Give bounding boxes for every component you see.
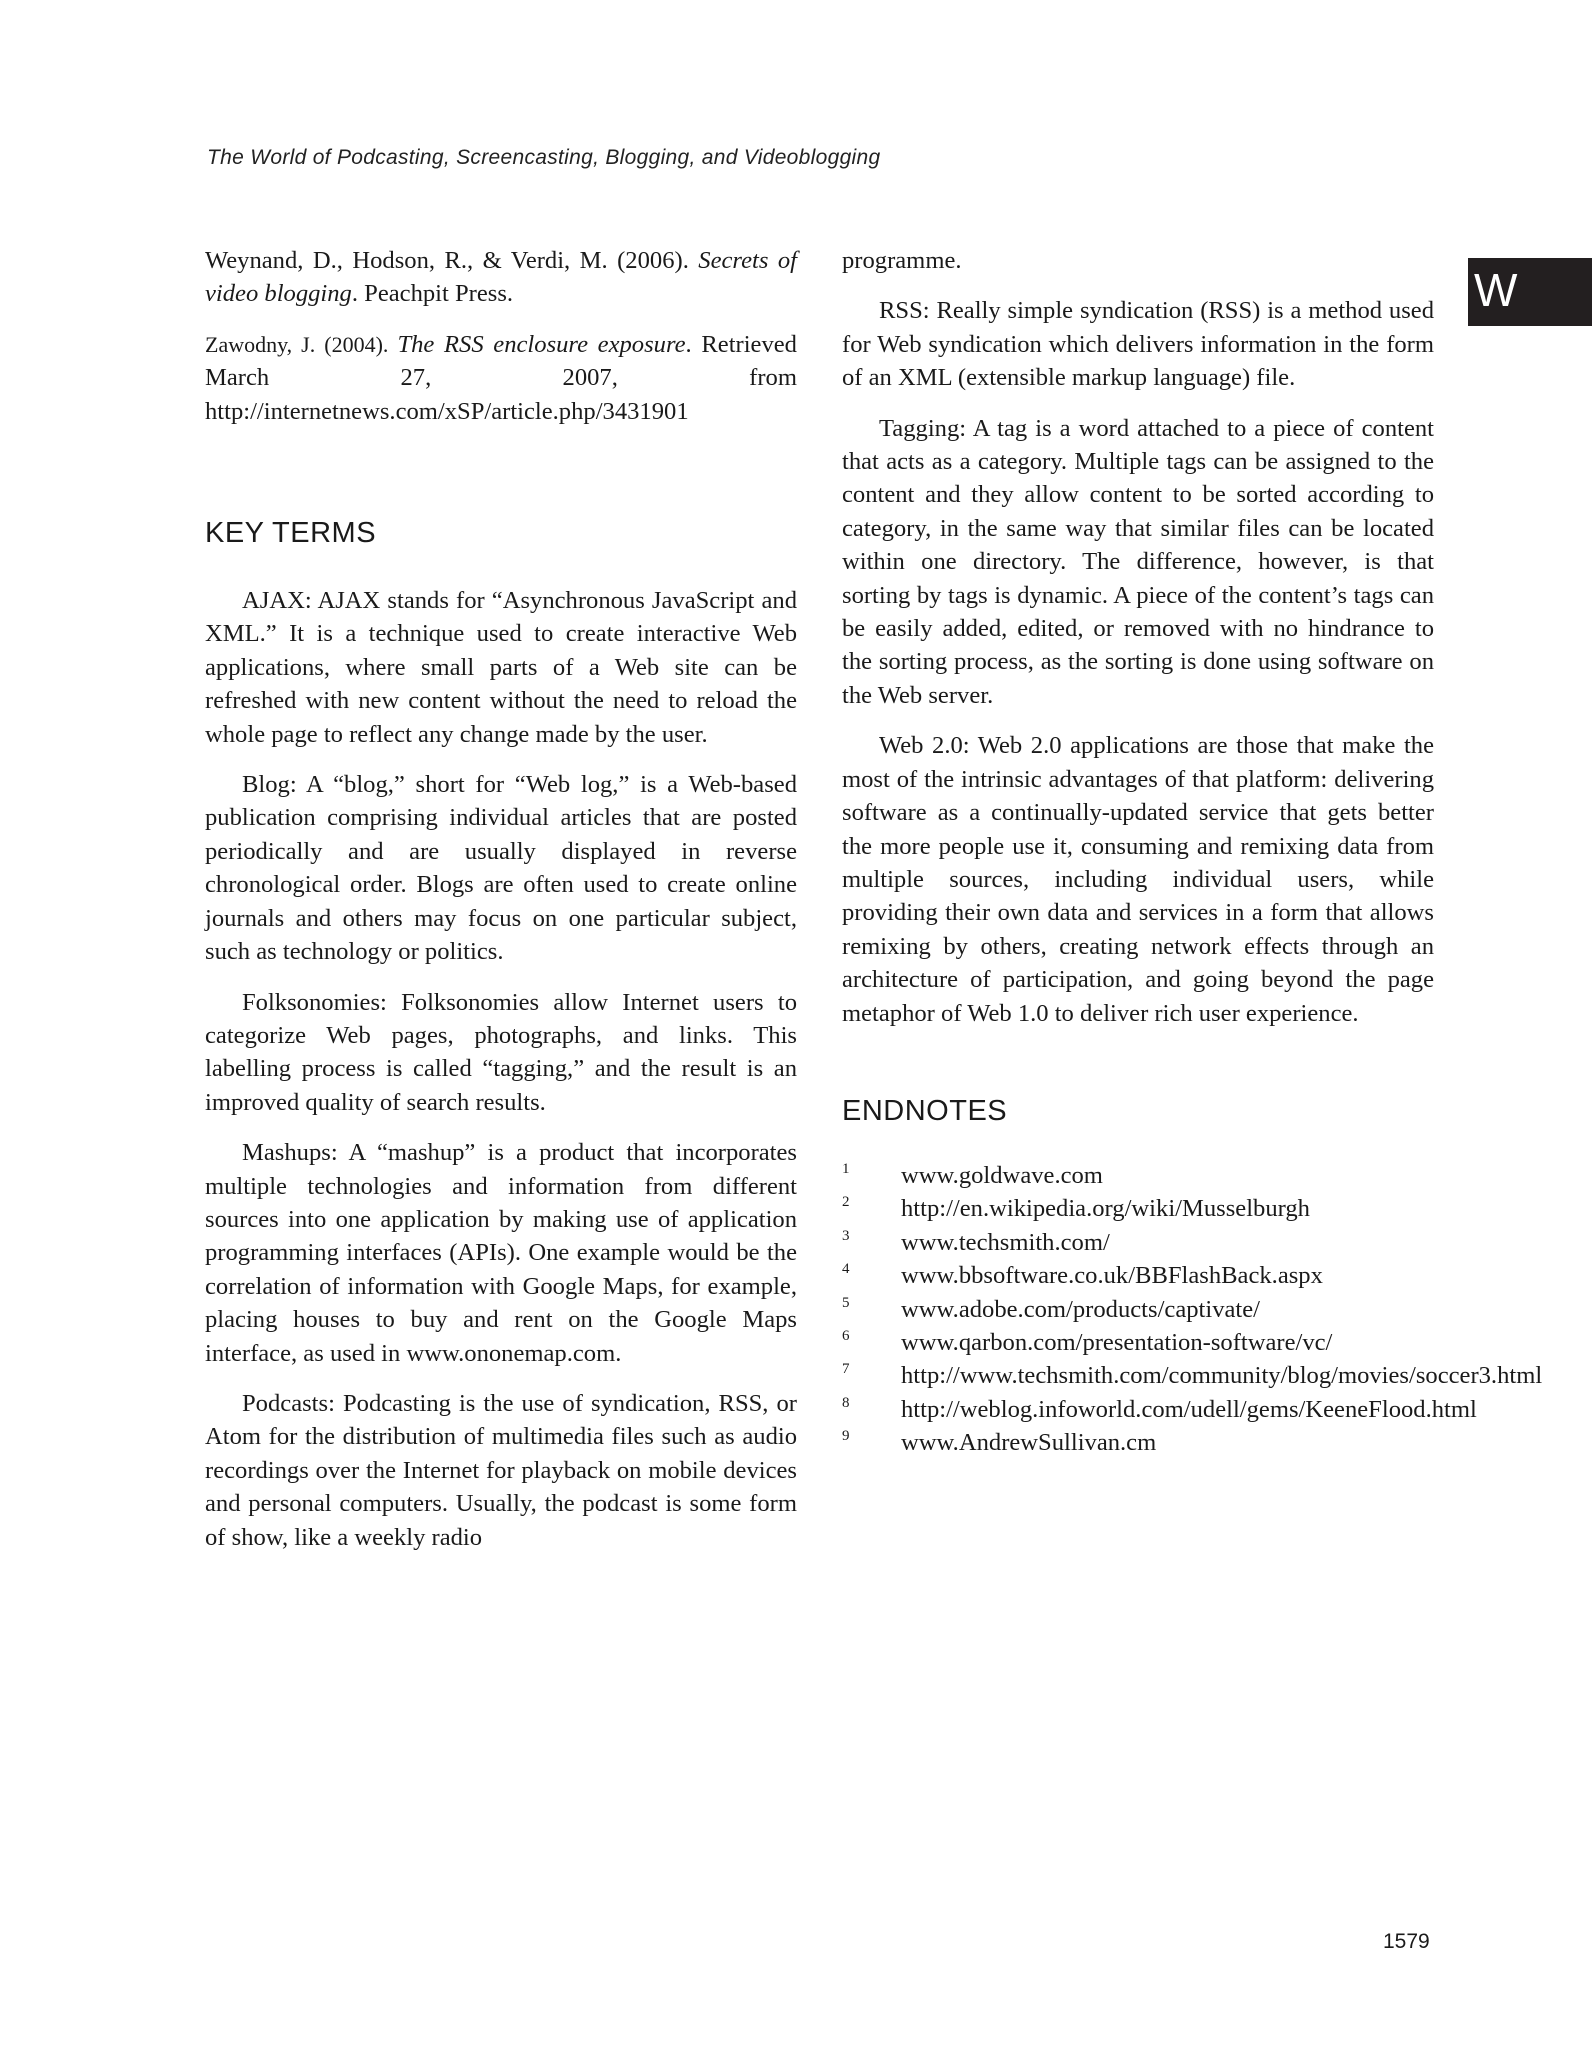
reference-entry [205, 328, 797, 428]
left-column [205, 244, 797, 1571]
reference-entry [205, 244, 797, 311]
endnote-number: 7 [842, 1361, 850, 1378]
endnotes-heading: ENDNOTES [842, 1094, 1008, 1127]
reference-authors: Weynand, D., Hodson, R., & Verdi, M. (2006). [205, 247, 699, 274]
key-term-tagging: Tagging: A tag is a word attached to a piece of content that acts as a category. Multiple tags can be assigned to the content and they allow content to be sorted according to category, in the same way that similar files can be located within one directory. The difference, however, is that sorting by tags is dynamic. A piece of the content’s tags can be easily added, edited, or removed with no hindrance to the sorting process, as the sorting is done using software on the Web server. [842, 414, 1434, 709]
endnote-link: www.bbsoftware.co.uk/BBFlashBack.aspx [901, 1262, 1323, 1290]
reference-source: . Retrieved March 27, 2007, from http://internetnews.com/xSP/article.php/3431901 [205, 330, 797, 425]
endnote-number: 5 [842, 1294, 850, 1311]
key-term-rss: RSS: Really simple syndication (RSS) is a method used for Web syndication which delivers information in the form of an XML (extensible markup language) file. [842, 297, 1434, 392]
reference-title: The RSS enclosure exposure [397, 330, 686, 358]
endnote-link: http://weblog.infoworld.com/udell/gems/KeeneFlood.html [901, 1395, 1477, 1423]
endnote-number: 6 [842, 1327, 850, 1344]
key-term-mashups: Mashups: A “mashup” is a product that incorporates multiple technologies and information from different sources into one application by making use of application programming interfaces (APIs). One example would be the correlation of information with Google Maps, for example, placing houses to buy and rent on the Google Maps interface, as used in www.ononemap.com. [205, 1139, 797, 1367]
page-number: 1579 [1383, 1930, 1430, 1953]
endnote-number: 1 [842, 1160, 850, 1177]
endnote-number: 8 [842, 1394, 850, 1411]
endnote-number: 4 [842, 1261, 850, 1278]
endnotes-list [842, 1159, 1543, 1460]
endnote-item [842, 1159, 1434, 1192]
endnote-link: http://en.wikipedia.org/wiki/Musselburgh [901, 1195, 1310, 1223]
endnote-number: 3 [842, 1227, 850, 1244]
podcasts-continuation: programme. [842, 247, 962, 274]
endnote-item [842, 1393, 1477, 1426]
endnote-link: www.goldwave.com [901, 1161, 1103, 1189]
key-term-podcasts: Podcasts: Podcasting is the use of syndication, RSS, or Atom for the distribution of multimedia files such as audio recordings over the Internet for playback on mobile devices and personal computers. Usually, the podcast is some form of show, like a weekly radio [205, 1389, 797, 1551]
endnote-item [842, 1326, 1434, 1359]
key-term-blog: Blog: A “blog,” short for “Web log,” is a Web-based publication comprising individual articles that are posted periodically and are usually displayed in reverse chronological order. Blogs are often used to create online journals and others may focus on one particular subject, such as technology or politics. [205, 771, 797, 966]
endnote-item [842, 1426, 1434, 1459]
right-column [842, 244, 1543, 1460]
reference-authors: Zawodny, J. (2004). [205, 331, 398, 357]
endnote-number: 2 [842, 1194, 850, 1211]
endnote-link: www.adobe.com/products/captivate/ [901, 1295, 1260, 1323]
endnote-number: 9 [842, 1428, 850, 1445]
reference-title: Secrets of video blogging [205, 247, 797, 308]
endnote-item [842, 1192, 1434, 1225]
endnote-item [842, 1293, 1434, 1326]
endnote-link: www.AndrewSullivan.cm [901, 1429, 1157, 1457]
reference-publisher: . Peachpit Press. [351, 280, 514, 308]
running-head: The World of Podcasting, Screencasting, Blogging, and Videoblogging [207, 146, 881, 169]
key-term-web20: Web 2.0: Web 2.0 applications are those that make the most of the intrinsic advantages of that platform: delivering software as a continually-updated service that gets better the more people use it, consuming and remixing data from multiple sources, including individual users, while providing their own data and services in a form that allows remixing by others, creating network effects through an architecture of participation, and going beyond the page metaphor of Web 1.0 to deliver rich user experience. [842, 732, 1434, 1027]
endnote-item [842, 1359, 1543, 1392]
key-term-folksonomies: Folksonomies: Folksonomies allow Internet users to categorize Web pages, photographs, and links. This labelling process is called “tagging,” and the result is an improved quality of search results. [205, 988, 797, 1116]
endnote-link: http://www.techsmith.com/community/blog/movies/soccer3.html [901, 1362, 1543, 1390]
endnote-item [842, 1226, 1434, 1259]
endnote-item [842, 1259, 1434, 1292]
endnote-link: www.qarbon.com/presentation-software/vc/ [901, 1328, 1333, 1356]
key-term-ajax: AJAX: AJAX stands for “Asynchronous JavaScript and XML.” It is a technique used to create interactive Web applications, where small parts of a Web site can be refreshed with new content without the need to reload the whole page to reflect any change made by the user. [205, 587, 797, 748]
endnote-link: www.techsmith.com/ [901, 1228, 1110, 1256]
section-thumb-tab: W [1468, 258, 1592, 326]
key-terms-heading: KEY TERMS [205, 517, 377, 550]
